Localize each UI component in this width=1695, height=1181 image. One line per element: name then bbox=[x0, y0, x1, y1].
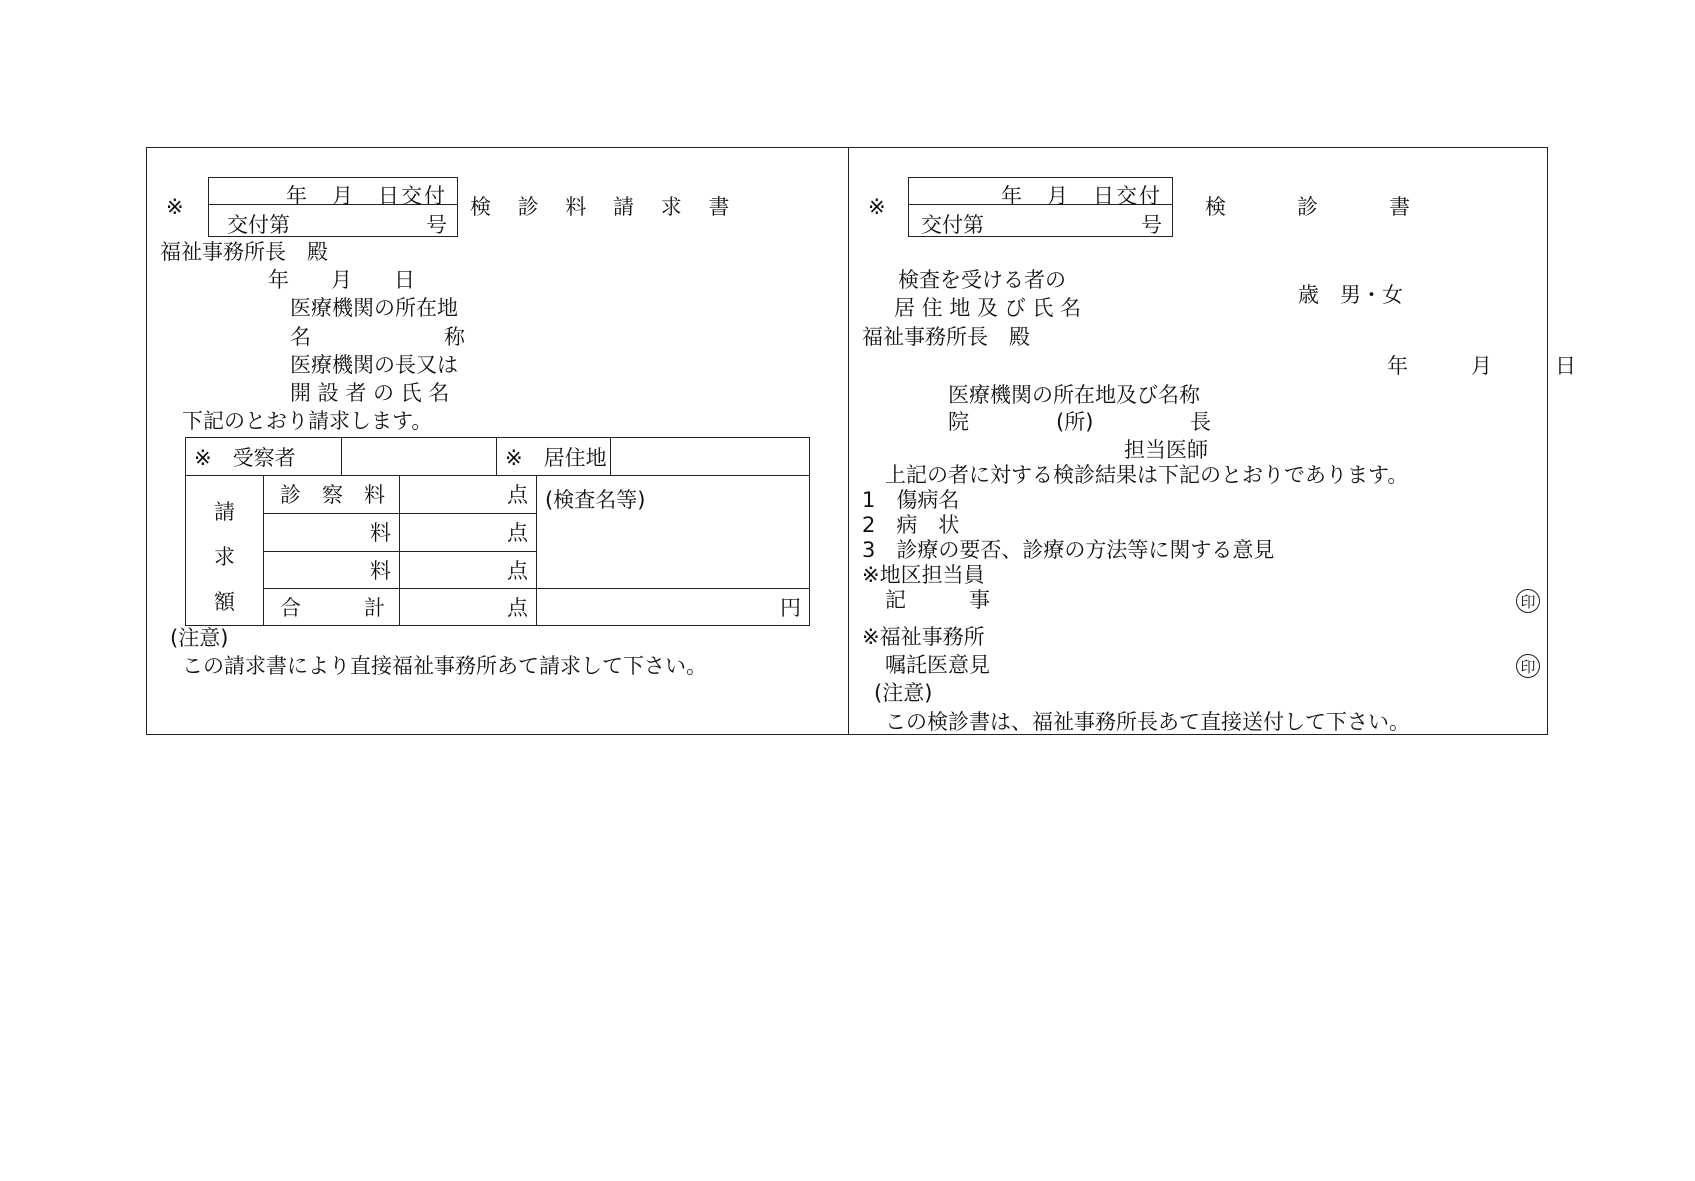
claim-table bbox=[185, 437, 810, 626]
left-note-label: (注意) bbox=[170, 626, 229, 650]
left-date: 年 月 日 bbox=[268, 268, 415, 292]
right-note-label: (注意) bbox=[874, 681, 933, 705]
right-addressee: 福祉事務所長 殿 bbox=[862, 325, 1030, 349]
left-founder-label: 開 設 者 の 氏 名 bbox=[290, 381, 450, 405]
right-district-1: ※地区担当員 bbox=[862, 563, 985, 587]
right-doctor: 担当医師 bbox=[1124, 438, 1208, 462]
fee-point-1: 点 bbox=[400, 513, 537, 551]
left-kofu-box bbox=[208, 177, 458, 237]
right-kofu-no-suffix: 号 bbox=[1141, 213, 1162, 237]
right-examinee-1: 検査を受ける者の bbox=[898, 268, 1066, 292]
patient-value bbox=[342, 438, 497, 476]
left-request-text: 下記のとおり請求します。 bbox=[182, 409, 433, 433]
right-district-2: 記 事 bbox=[885, 588, 990, 612]
right-title: 検 診 書 bbox=[1205, 195, 1412, 219]
left-name-label-2: 称 bbox=[444, 325, 465, 349]
left-kofu-no-suffix: 号 bbox=[426, 213, 447, 237]
exam-fee-label: 診 察 料 bbox=[264, 476, 400, 514]
seal-icon-2: 印 bbox=[1516, 654, 1540, 678]
right-examinee-2: 居 住 地 及 び 氏 名 bbox=[894, 296, 1082, 320]
left-addressee: 福祉事務所長 殿 bbox=[160, 240, 328, 264]
right-kofu-date: 年 月 日交付 bbox=[1001, 184, 1162, 208]
right-mark: ※ bbox=[868, 195, 886, 219]
left-title: 検 診 料 請 求 書 bbox=[470, 195, 740, 219]
exam-fee-point: 点 bbox=[400, 476, 537, 514]
seal-icon-1: 印 bbox=[1516, 589, 1540, 613]
right-director-1: 院 bbox=[948, 410, 969, 434]
right-director-3: 長 bbox=[1190, 410, 1211, 434]
left-kofu-date: 年 月 日交付 bbox=[286, 184, 447, 208]
right-note-text: この検診書は、福祉事務所長あて直接送付して下さい。 bbox=[885, 710, 1410, 734]
right-age-sex: 歳 男・女 bbox=[1298, 283, 1403, 307]
exam-name-cell: (検査名等) bbox=[537, 476, 810, 589]
right-office-1: ※福祉事務所 bbox=[862, 625, 985, 649]
fee-label-2: 料 bbox=[264, 551, 400, 589]
right-item-2: 2 病 状 bbox=[862, 513, 960, 537]
patient-label: ※ 受察者 bbox=[186, 438, 342, 476]
total-label: 合 計 bbox=[264, 589, 400, 626]
right-office-2: 嘱託医意見 bbox=[885, 653, 990, 677]
right-date: 年 月 日 bbox=[1387, 354, 1576, 378]
residence-label: ※ 居住地 bbox=[497, 438, 611, 476]
right-item-3: 3 診療の要否、診療の方法等に関する意見 bbox=[862, 538, 1275, 562]
right-item-1: 1 傷病名 bbox=[862, 488, 960, 512]
fee-label-1: 料 bbox=[264, 513, 400, 551]
right-result-text: 上記の者に対する検診結果は下記のとおりであります。 bbox=[885, 463, 1409, 487]
claim-label: 請 求 額 bbox=[186, 476, 264, 626]
right-kofu-box bbox=[908, 177, 1173, 237]
left-name-label-1: 名 bbox=[290, 325, 311, 349]
left-note-text: この請求書により直接福祉事務所あて請求して下さい。 bbox=[182, 654, 707, 678]
right-institution: 医療機関の所在地及び名称 bbox=[948, 383, 1200, 407]
left-mark: ※ bbox=[166, 195, 184, 219]
total-point: 点 bbox=[400, 589, 537, 626]
right-director-2: (所) bbox=[1056, 410, 1094, 434]
fee-point-2: 点 bbox=[400, 551, 537, 589]
right-kofu-no-label: 交付第 bbox=[921, 213, 984, 237]
form-divider bbox=[848, 147, 849, 735]
left-institution-address: 医療機関の所在地 bbox=[290, 296, 458, 320]
left-kofu-no-label: 交付第 bbox=[227, 213, 290, 237]
total-yen: 円 bbox=[537, 589, 810, 626]
left-head-label: 医療機関の長又は bbox=[290, 353, 458, 377]
residence-value bbox=[611, 438, 810, 476]
